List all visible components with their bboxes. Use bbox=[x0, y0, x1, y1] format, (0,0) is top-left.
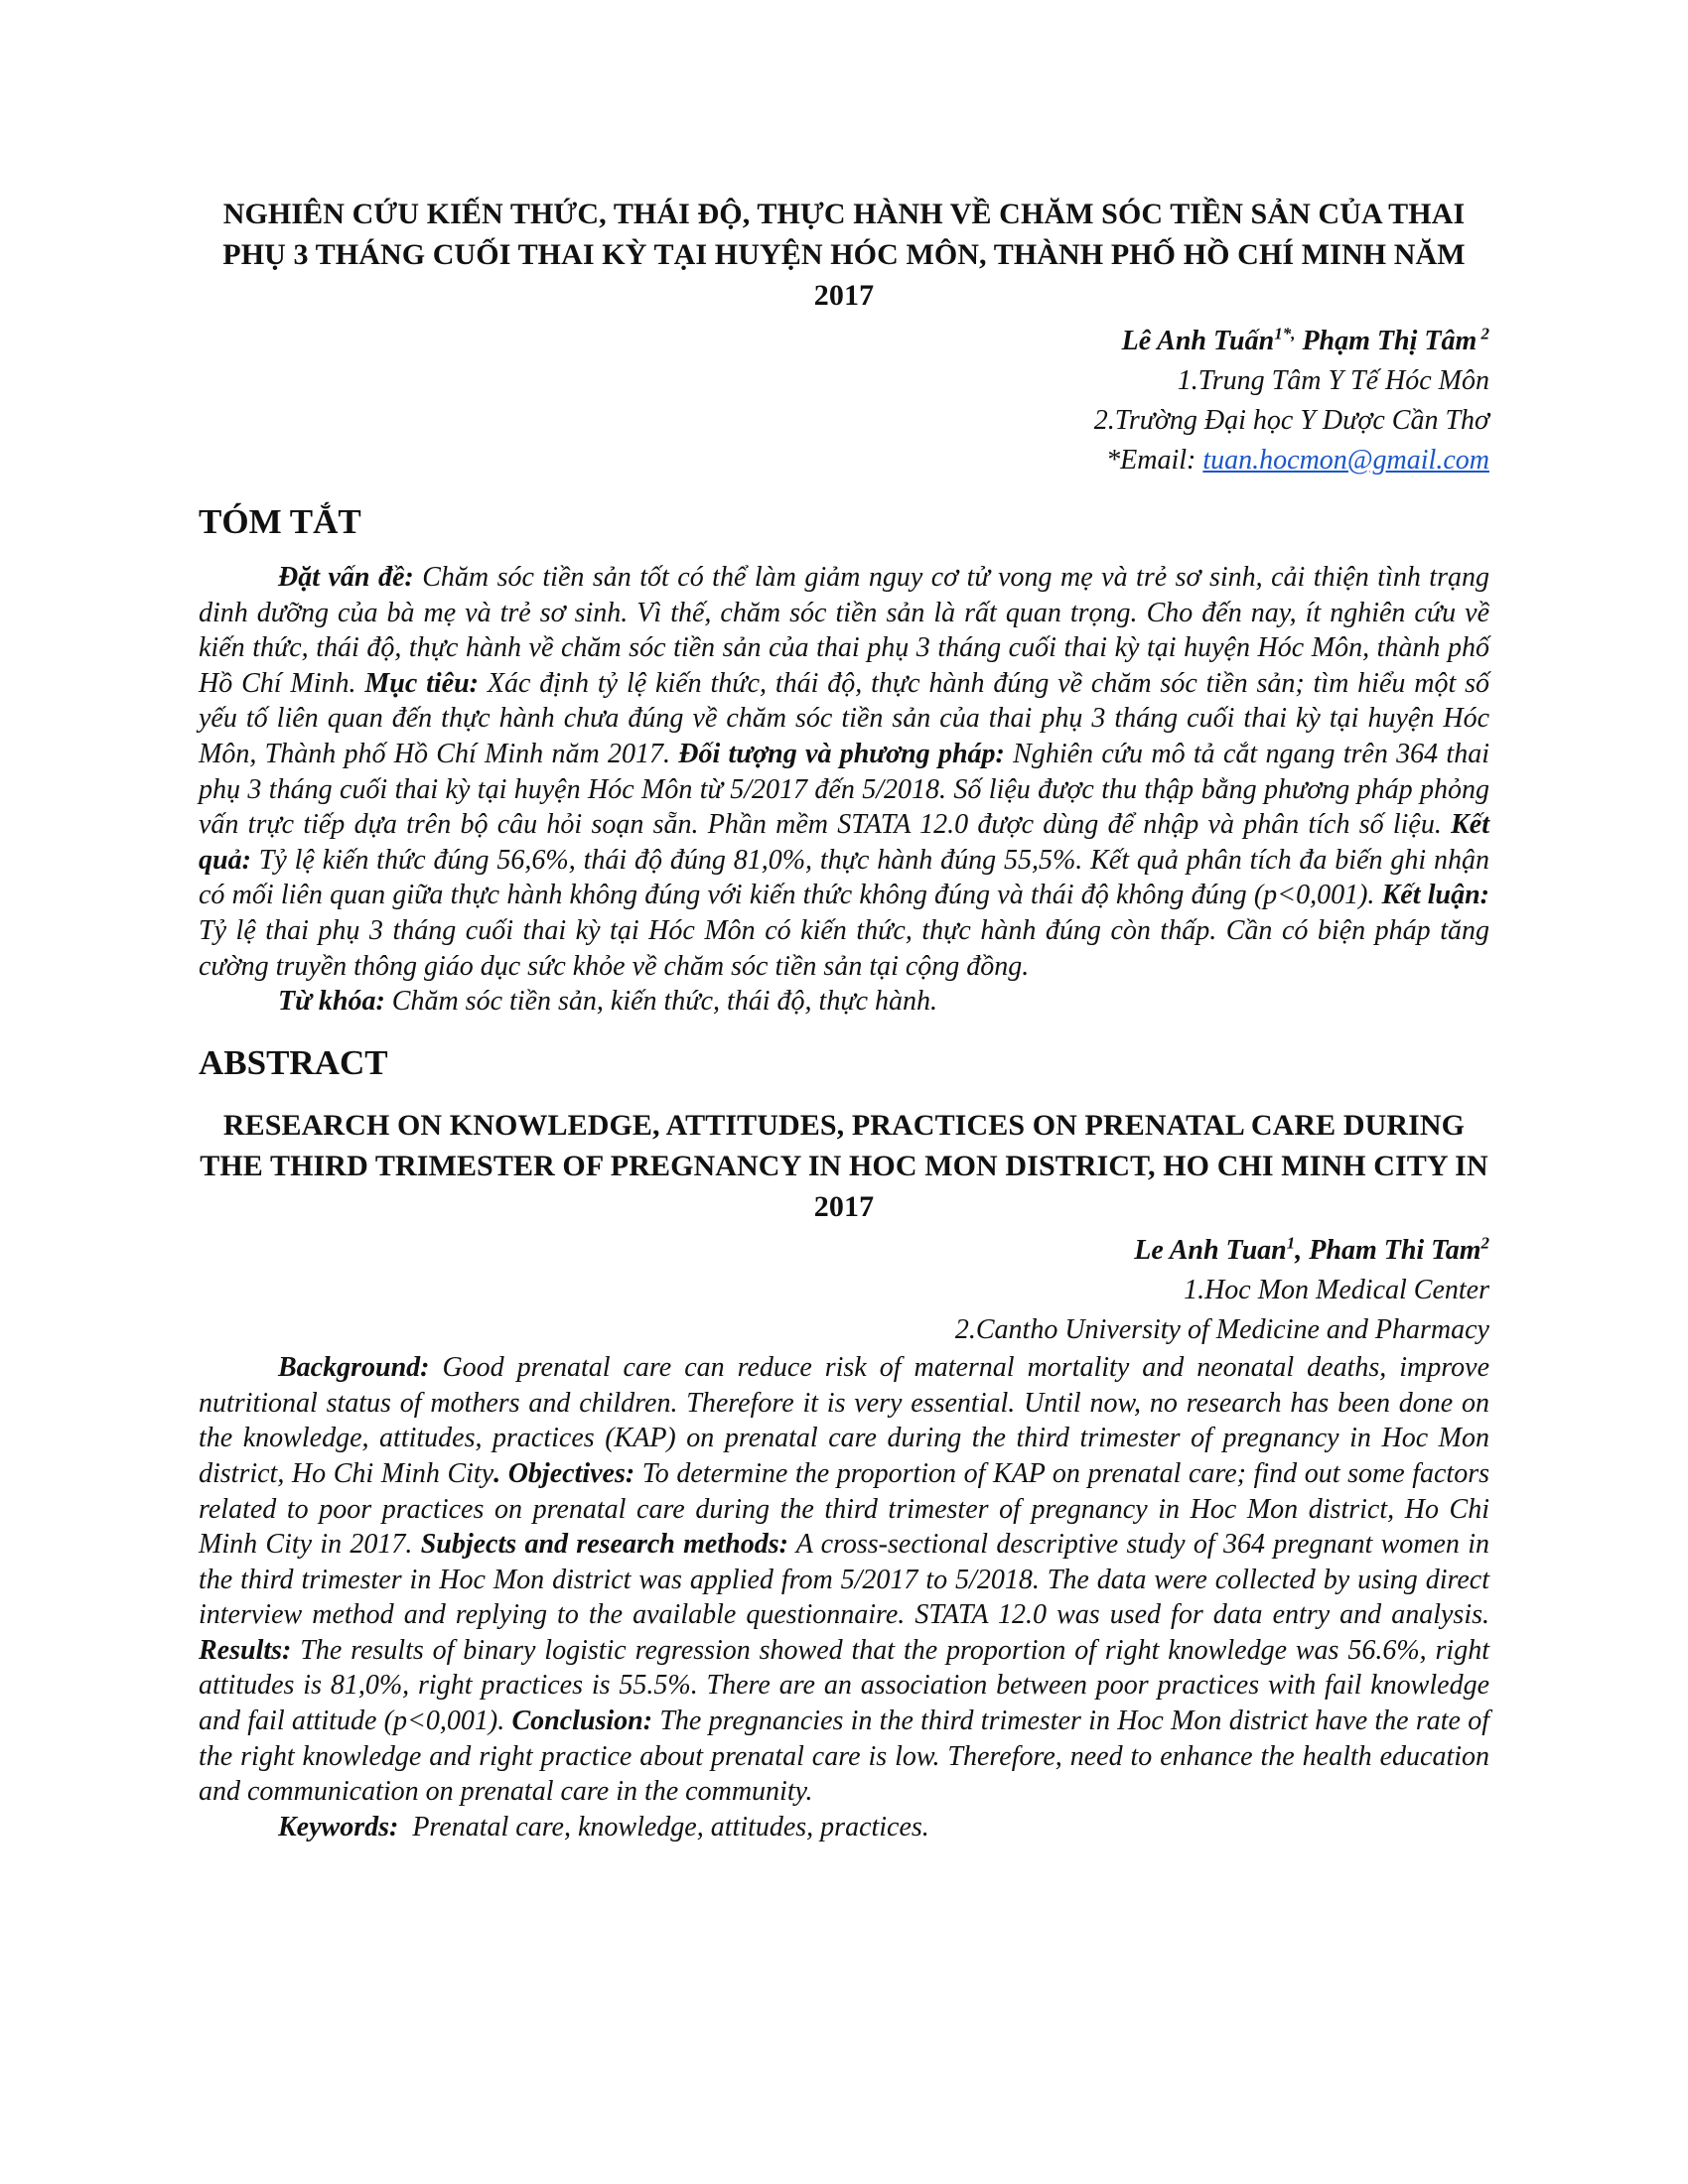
vn-title: NGHIÊN CỨU KIẾN THỨC, THÁI ĐỘ, THỰC HÀNH VỀ CHĂM SÓC TIỀN SẢN CỦA THAI PHỤ 3 THÁNG CUỐI THAI KỲ TẠI HUYỆN HÓC MÔN, THÀNH PHỐ HỒ CHÍ MINH NĂM 2017 bbox=[222, 198, 1466, 312]
vn-affiliation-1: 1.Trung Tâm Y Tế Hóc Môn bbox=[1177, 365, 1489, 396]
vn-results-text: Tỷ lệ kiến thức đúng 56,6%, thái độ đúng 81,0%, thực hành đúng 55,5%. Kết quả phân tích đa biến ghi nhận có mối liên quan giữa thực hành không đúng với kiến thức không đúng và thái độ không đúng (p<0,001). bbox=[199, 844, 1489, 911]
vn-email-label: *Email: bbox=[1106, 445, 1203, 476]
vn-keywords-text: Chăm sóc tiền sản, kiến thức, thái độ, thực hành. bbox=[384, 986, 938, 1018]
en-author-1: Le Anh Tuan bbox=[1134, 1235, 1287, 1267]
en-author-2-sup: 2 bbox=[1480, 1233, 1489, 1253]
vn-keywords bbox=[199, 984, 1489, 1020]
en-results-label: Results: bbox=[199, 1634, 292, 1666]
en-methods-text: A cross-sectional descriptive study of 364 pregnant women in the third trimester in Hoc Mon district was applied from 5/2017 to 5/2018. The data were collected by using direct interview method and replying to the available questionnaire. STATA 12.0 was used for data entry and analysis. bbox=[199, 1529, 1489, 1631]
vn-affiliation-2: 2.Trường Đại học Y Dược Cần Thơ bbox=[1093, 405, 1489, 436]
vn-author-2-sup: 2 bbox=[1477, 324, 1489, 343]
vn-conclusion-text: Tỷ lệ thai phụ 3 tháng cuối thai kỳ tại Hóc Môn có kiến thức, thực hành đúng còn thấp. Cần có biện pháp tăng cường truyền thông giáo dục sức khỏe về chăm sóc tiền sản tại cộng đồng. bbox=[199, 914, 1489, 982]
en-conclusion-label: Conclusion: bbox=[511, 1706, 653, 1737]
en-objectives-label: . Objectives: bbox=[493, 1457, 635, 1489]
vn-abstract-paragraph bbox=[199, 560, 1489, 984]
vn-author-1: Lê Anh Tuấn bbox=[1121, 326, 1275, 356]
en-keywords bbox=[199, 1810, 1489, 1845]
vn-objectives-text: Xác định tỷ lệ kiến thức, thái độ, thực hành đúng về chăm sóc tiền sản; tìm hiểu một số yếu tố liên quan đến thực hành chưa đúng về chăm sóc tiền sản của thai phụ 3 tháng cuối thai kỳ tại huyện Hóc Môn, Thành phố Hồ Chí Minh năm 2017. bbox=[199, 667, 1489, 769]
vn-methods-label: Đối tượng và phương pháp: bbox=[678, 738, 1005, 769]
en-background-label: Background: bbox=[278, 1352, 430, 1384]
vn-section-heading: TÓM TẮT bbox=[199, 502, 361, 541]
en-affiliation-1: 1.Hoc Mon Medical Center bbox=[1184, 1275, 1489, 1306]
vn-keywords-label: Từ khóa: bbox=[278, 986, 385, 1018]
en-conclusion-text: The pregnancies in the third trimester in Hoc Mon district have the rate of the right knowledge and right practice about prenatal care is low. Therefore, need to enhance the health education and communication on prenatal care in the community. bbox=[199, 1706, 1489, 1808]
en-results-text: The results of binary logistic regression showed that the proportion of right knowledge was 56.6%, right attitudes is 81,0%, right practices is 55.5%. There are an association between poor practices with fail knowledge and fail attitude (p<0,001). bbox=[199, 1634, 1489, 1737]
en-title: RESEARCH ON KNOWLEDGE, ATTITUDES, PRACTICES ON PRENATAL CARE DURING THE THIRD TRIMESTER OF PREGNANCY IN HOC MON DISTRICT, HO CHI MINH CITY IN 2017 bbox=[200, 1109, 1488, 1224]
vn-authors bbox=[199, 322, 1489, 361]
vn-objectives-label: Mục tiêu: bbox=[364, 667, 479, 699]
email-link[interactable]: tuan.hocmon@gmail.com bbox=[1202, 445, 1489, 476]
en-background-text: Good prenatal care can reduce risk of maternal mortality and neonatal deaths, improve nutritional status of mothers and children. Therefore it is very essential. Until now, no research has been done on the knowledge, attitudes, practices (KAP) on prenatal care during the third trimester of pregnancy in Hoc Mon district, Ho Chi Minh City bbox=[199, 1352, 1489, 1489]
vn-author-2: Phạm Thị Tâm bbox=[1295, 326, 1477, 356]
en-objectives-text: To determine the proportion of KAP on prenatal care; find out some factors related to poor practices on prenatal care during the third trimester of pregnancy in Hoc Mon district, Ho Chi Minh City in 2017. bbox=[199, 1457, 1489, 1561]
en-keywords-label: Keywords: bbox=[278, 1811, 399, 1843]
vn-background-text: Chăm sóc tiền sản tốt có thể làm giảm nguy cơ tử vong mẹ và trẻ sơ sinh, cải thiện tình trạng dinh dưỡng của bà mẹ và trẻ sơ sinh. Vì thế, chăm sóc tiền sản là rất quan trọng. Cho đến nay, ít nghiên cứu về kiến thức, thái độ, thực hành về chăm sóc tiền sản của thai phụ 3 tháng cuối thai kỳ tại huyện Hóc Môn, thành phố Hồ Chí Minh. bbox=[199, 562, 1489, 699]
vn-methods-text: Nghiên cứu mô tả cắt ngang trên 364 thai phụ 3 tháng cuối thai kỳ tại huyện Hóc Môn từ 5/2017 đến 5/2018. Số liệu được thu thập bằng phương pháp phỏng vấn trực tiếp dựa trên bộ câu hỏi soạn sẵn. Phần mềm STATA 12.0 được dùng để nhập và phân tích số liệu. bbox=[199, 738, 1489, 841]
en-authors bbox=[199, 1231, 1489, 1271]
vn-background-label: Đặt vấn đề: bbox=[278, 562, 414, 593]
vn-conclusion-label: Kết luận: bbox=[1381, 880, 1489, 911]
paper-page bbox=[199, 194, 1489, 1845]
en-affiliation-2: 2.Cantho University of Medicine and Pharmacy bbox=[954, 1314, 1489, 1346]
en-author-block bbox=[199, 1231, 1489, 1350]
en-keywords-text: Prenatal care, knowledge, attitudes, practices. bbox=[398, 1811, 929, 1843]
vn-author-1-sup: 1*, bbox=[1274, 324, 1296, 343]
en-author-2: , Pham Thi Tam bbox=[1295, 1235, 1481, 1267]
en-methods-label: Subjects and research methods: bbox=[420, 1529, 788, 1561]
en-abstract-paragraph bbox=[199, 1350, 1489, 1810]
vn-email-line bbox=[199, 441, 1489, 480]
en-author-1-sup: 1 bbox=[1286, 1233, 1296, 1253]
vn-author-block bbox=[199, 322, 1489, 480]
en-section-heading: ABSTRACT bbox=[199, 1043, 388, 1083]
vn-results-label: Kết quả: bbox=[199, 809, 1489, 876]
